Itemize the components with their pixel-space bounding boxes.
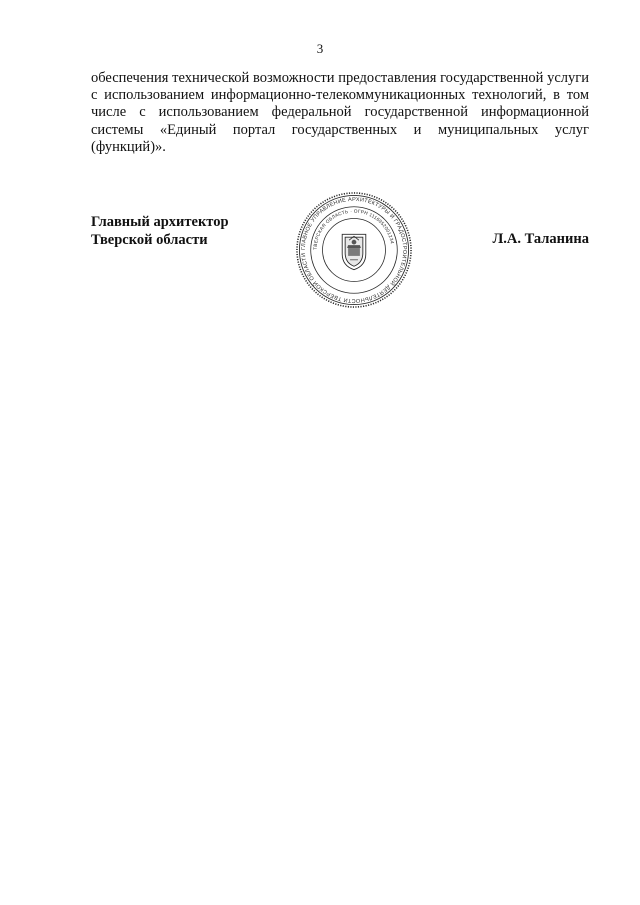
- signature-name: Л.А. Таланина: [492, 231, 589, 247]
- coat-of-arms-emblem: [342, 234, 366, 269]
- page-number: 3: [316, 41, 324, 56]
- signature-title-line2: Тверской области: [91, 231, 208, 248]
- signature-title-line1: Главный архитектор: [91, 214, 229, 230]
- body-paragraph: обеспечения технической возможности предоставления государственной услуги с использованием информационно-телекоммуникационных технологий, в том числе с использованием федеральной государственной информационной системы «Единый портал государственных и муниципальных услуг (функций)».: [91, 70, 589, 155]
- official-seal: [295, 191, 413, 309]
- seal-inner-textpath: ТВЕРСКАЯ ОБЛАСТЬ · ОГРН 1116952001234: [313, 209, 394, 251]
- seal-outer-textpath: ГЛАВНОЕ УПРАВЛЕНИЕ АРХИТЕКТУРЫ И ГРАДОСТРОИТЕЛЬНОЙ ДЕЯТЕЛЬНОСТИ ТВЕРСКОЙ ОБЛАСТИ: [300, 196, 408, 304]
- signature-title: [91, 214, 229, 249]
